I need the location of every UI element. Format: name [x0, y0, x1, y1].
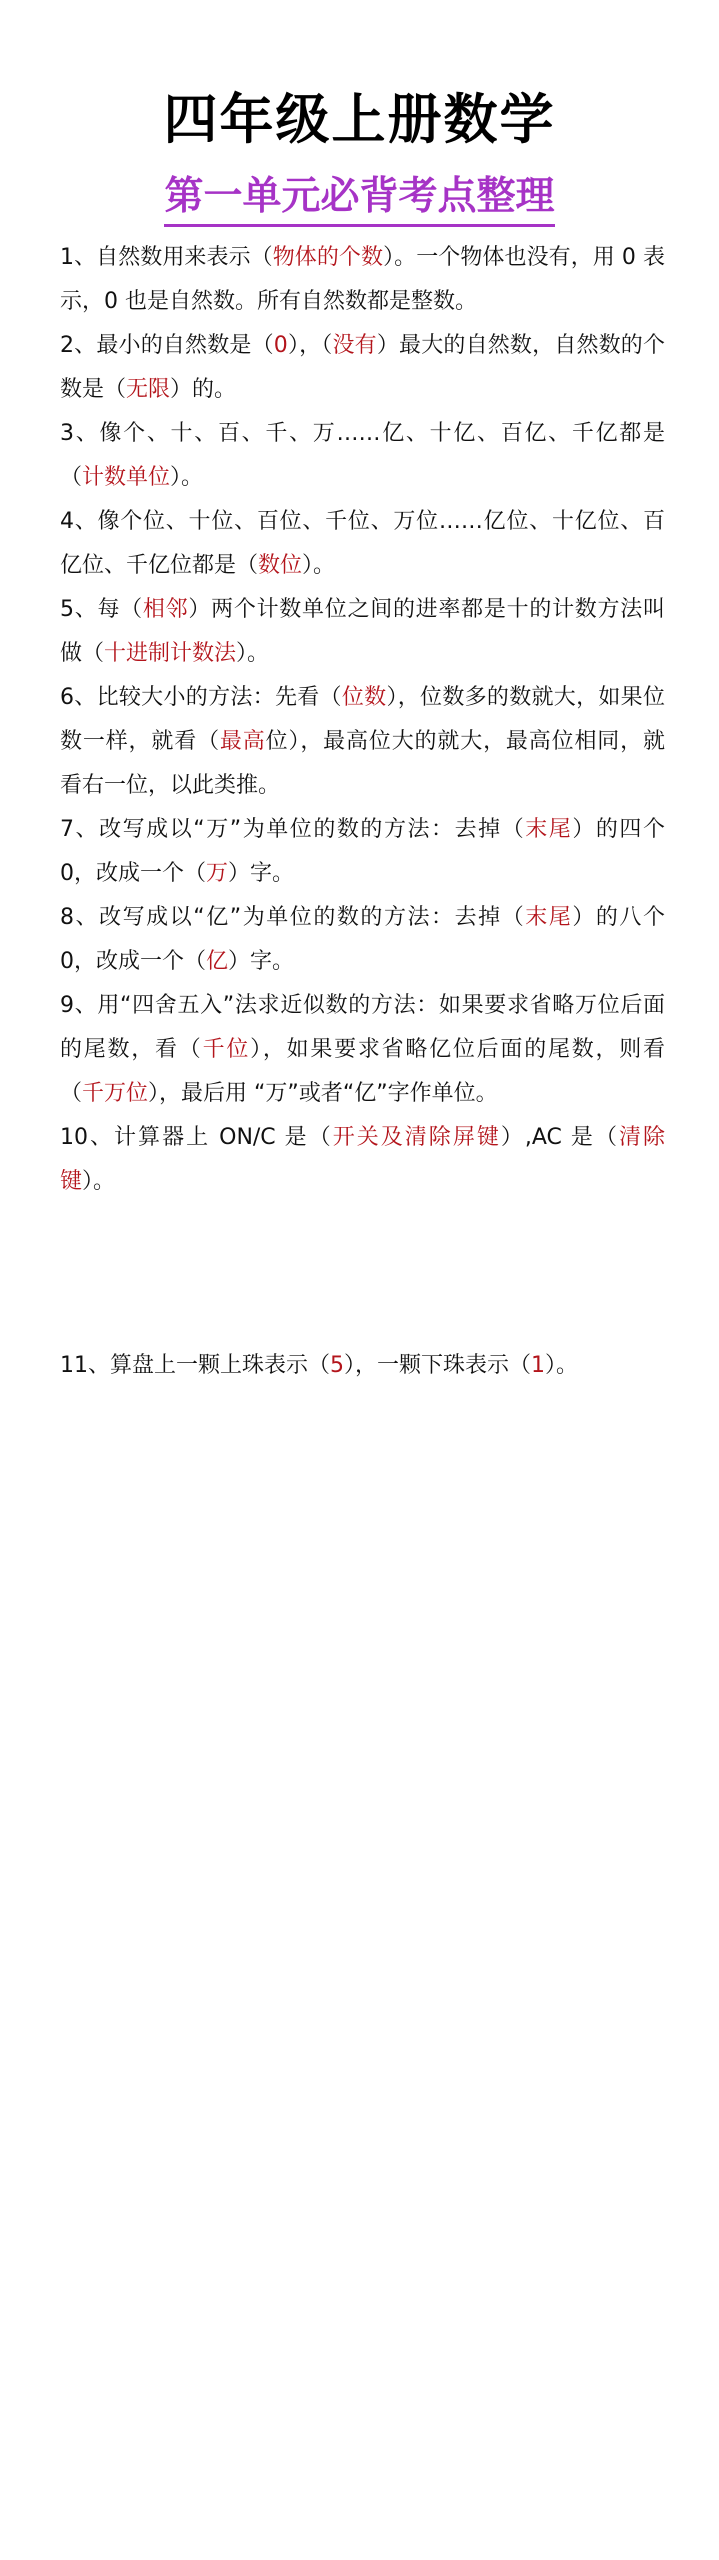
- point-text: 3、像个、十、百、千、万……亿、十亿、百亿、千亿都是（: [60, 421, 665, 490]
- point-text: ），一颗下珠表示（: [344, 1353, 532, 1378]
- answer-text: 万: [206, 861, 229, 886]
- point-text: 6、比较大小的方法：先看（: [60, 685, 342, 710]
- point-5: [60, 588, 665, 676]
- point-6: [60, 676, 665, 808]
- point-text: ）。: [545, 1353, 579, 1378]
- point-text: ）两个计数单位之间的进率都是十的计数方法叫做（: [60, 597, 665, 666]
- answer-text: 千位: [202, 1037, 251, 1062]
- point-1: [60, 236, 665, 324]
- answer-text: 没有: [332, 333, 377, 358]
- answer-text: 位数: [341, 685, 387, 710]
- point-text: ）,AC 是（: [500, 1125, 619, 1150]
- answer-text: 无限: [126, 377, 171, 402]
- point-text: 8、改写成以“亿”为单位的数的方法：去掉（: [60, 905, 526, 930]
- point-4: [60, 500, 665, 588]
- point-text: ）。: [236, 641, 270, 666]
- point-2: [60, 324, 665, 412]
- point-text: 11、算盘上一颗上珠表示（: [60, 1353, 330, 1378]
- point-text: ）的四个 0，改成一个（: [60, 817, 665, 886]
- point-text: 1、自然数用来表示（: [60, 245, 273, 270]
- point-11: [60, 1344, 665, 1388]
- point-3: [60, 412, 665, 500]
- point-text: ）。: [302, 553, 336, 578]
- answer-text: 5: [330, 1353, 344, 1378]
- point-text: ），（: [287, 333, 333, 358]
- point-text: ）最大的自然数，自然数的个数是（: [60, 333, 665, 402]
- key-points-list: [60, 236, 665, 1388]
- answer-text: 亿: [206, 949, 229, 974]
- answer-text: 0: [273, 333, 288, 358]
- answer-text: 末尾: [525, 817, 573, 842]
- unit-subtitle: 第一单元必背考点整理: [164, 172, 554, 227]
- answer-text: 相邻: [142, 597, 189, 622]
- blank-spacer: [60, 1204, 665, 1344]
- point-text: ），如果要求省略亿位后面的尾数，则看（: [60, 1037, 665, 1106]
- point-text: 9、用“四舍五入”法求近似数的方法：如果要求省略万位后面的尾数，看（: [60, 993, 665, 1062]
- point-text: 位），最高位大的就大，最高位相同，就看右一位，以此类推。: [60, 729, 665, 798]
- point-text: ）字。: [228, 861, 295, 886]
- point-text: ）。: [170, 465, 204, 490]
- point-10: [60, 1116, 665, 1204]
- point-text: 7、改写成以“万”为单位的数的方法：去掉（: [60, 817, 526, 842]
- subtitle-container: [0, 172, 719, 227]
- answer-text: 千万位: [82, 1081, 149, 1106]
- answer-text: 计数单位: [82, 465, 171, 490]
- point-text: 5、每（: [60, 597, 143, 622]
- answer-text: 物体的个数: [272, 245, 384, 270]
- answer-text: 1: [531, 1353, 546, 1378]
- answer-text: 清除键: [60, 1125, 665, 1194]
- answer-text: 十进制计数法: [104, 641, 237, 666]
- page-title: 四年级上册数学: [163, 88, 556, 151]
- point-text: 2、最小的自然数是（: [60, 333, 274, 358]
- answer-text: 最高: [219, 729, 266, 754]
- answer-text: 末尾: [525, 905, 573, 930]
- point-text: ）。: [82, 1169, 116, 1194]
- answer-text: 开关及清除屏键: [332, 1125, 501, 1150]
- point-text: ），位数多的数就大，如果位数一样，就看（: [60, 685, 665, 754]
- point-text: ）。一个物体也没有，用 0 表示，0 也是自然数。所有自然数都是整数。: [60, 245, 665, 314]
- point-9: [60, 984, 665, 1116]
- point-text: 4、像个位、十位、百位、千位、万位……亿位、十亿位、百亿位、千亿位都是（: [60, 509, 665, 578]
- point-text: ）的。: [170, 377, 237, 402]
- point-8: [60, 896, 665, 984]
- point-text: 10、计算器上 ON/C 是（: [60, 1125, 333, 1150]
- point-text: ），最后用 “万”或者“亿”字作单位。: [148, 1081, 498, 1106]
- point-text: ）字。: [228, 949, 295, 974]
- point-text: ）的八个 0，改成一个（: [60, 905, 665, 974]
- point-7: [60, 808, 665, 896]
- answer-text: 数位: [258, 553, 303, 578]
